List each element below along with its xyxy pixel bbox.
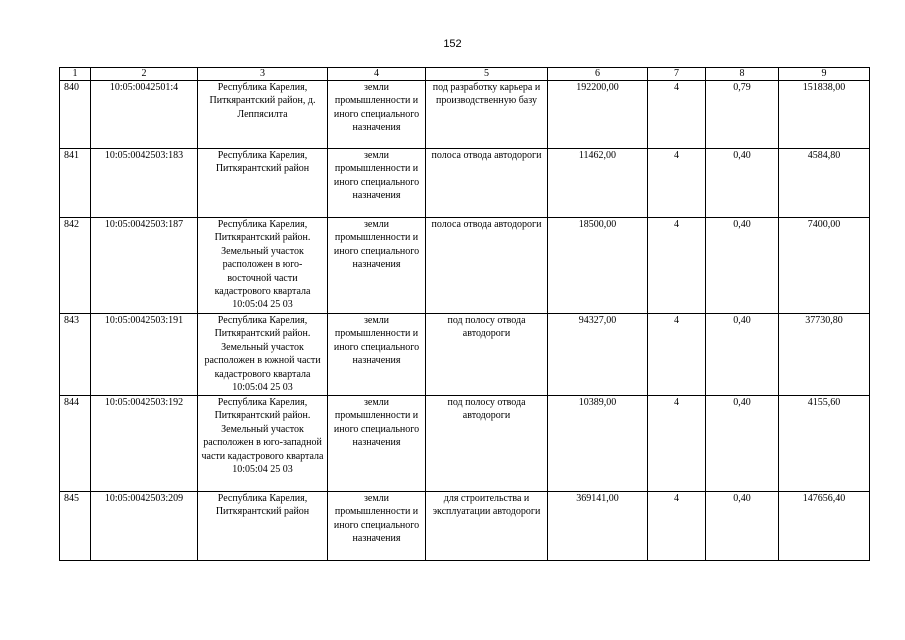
- row-number: 845: [60, 492, 91, 561]
- coefficient: 0,40: [706, 396, 779, 492]
- coefficient: 0,40: [706, 218, 779, 314]
- row-number: 840: [60, 81, 91, 149]
- area: 192200,00: [548, 81, 648, 149]
- permitted-use: под полосу отвода автодороги: [426, 396, 548, 492]
- area: 18500,00: [548, 218, 648, 314]
- cadastral-number: 10:05:0042501:4: [91, 81, 198, 149]
- area: 10389,00: [548, 396, 648, 492]
- permitted-use: полоса отвода автодороги: [426, 149, 548, 218]
- table-row: [60, 314, 870, 396]
- column-header: 8: [706, 68, 779, 81]
- cadastral-number: 10:05:0042503:192: [91, 396, 198, 492]
- location: Республика Карелия, Питкярантский район. Земельный участок расположен в южной части кадастрового квартала 10:05:04 25 03: [198, 314, 328, 396]
- row-number: 842: [60, 218, 91, 314]
- cadastral-number: 10:05:0042503:191: [91, 314, 198, 396]
- permitted-use: под разработку карьера и производственную базу: [426, 81, 548, 149]
- column-header: 2: [91, 68, 198, 81]
- area: 369141,00: [548, 492, 648, 561]
- land-category: земли промышленности и иного специального назначения: [328, 81, 426, 149]
- area: 94327,00: [548, 314, 648, 396]
- location: Республика Карелия, Питкярантский район. Земельный участок расположен в юго-западной части кадастрового квартала 10:05:04 25 03: [198, 396, 328, 492]
- location: Республика Карелия, Питкярантский район, д. Леппясилта: [198, 81, 328, 149]
- table-row: [60, 492, 870, 561]
- column-header: 7: [648, 68, 706, 81]
- permitted-use: полоса отвода автодороги: [426, 218, 548, 314]
- permitted-use: под полосу отвода автодороги: [426, 314, 548, 396]
- land-plots-table: [59, 67, 870, 561]
- amount: 151838,00: [779, 81, 870, 149]
- column-header: 6: [548, 68, 648, 81]
- cadastral-number: 10:05:0042503:183: [91, 149, 198, 218]
- rate-group: 4: [648, 218, 706, 314]
- land-category: земли промышленности и иного специального назначения: [328, 218, 426, 314]
- location: Республика Карелия, Питкярантский район. Земельный участок расположен в юго-восточной части кадастрового квартала 10:05:04 25 03: [198, 218, 328, 314]
- column-header: 1: [60, 68, 91, 81]
- amount: 37730,80: [779, 314, 870, 396]
- coefficient: 0,40: [706, 314, 779, 396]
- coefficient: 0,79: [706, 81, 779, 149]
- row-number: 844: [60, 396, 91, 492]
- land-category: земли промышленности и иного специального назначения: [328, 314, 426, 396]
- area: 11462,00: [548, 149, 648, 218]
- table-row: [60, 149, 870, 218]
- rate-group: 4: [648, 81, 706, 149]
- page-number: 152: [443, 38, 462, 50]
- rate-group: 4: [648, 149, 706, 218]
- rate-group: 4: [648, 314, 706, 396]
- rate-group: 4: [648, 492, 706, 561]
- cadastral-number: 10:05:0042503:209: [91, 492, 198, 561]
- coefficient: 0,40: [706, 149, 779, 218]
- column-header: 4: [328, 68, 426, 81]
- column-header: 3: [198, 68, 328, 81]
- land-category: земли промышленности и иного специального назначения: [328, 492, 426, 561]
- header-row: [60, 68, 870, 81]
- land-category: земли промышленности и иного специального назначения: [328, 149, 426, 218]
- land-category: земли промышленности и иного специального назначения: [328, 396, 426, 492]
- row-number: 841: [60, 149, 91, 218]
- cadastral-number: 10:05:0042503:187: [91, 218, 198, 314]
- location: Республика Карелия, Питкярантский район: [198, 149, 328, 218]
- table-row: [60, 396, 870, 492]
- table-row: [60, 218, 870, 314]
- column-header: 9: [779, 68, 870, 81]
- amount: 4155,60: [779, 396, 870, 492]
- table-row: [60, 81, 870, 149]
- amount: 4584,80: [779, 149, 870, 218]
- column-header: 5: [426, 68, 548, 81]
- location: Республика Карелия, Питкярантский район: [198, 492, 328, 561]
- coefficient: 0,40: [706, 492, 779, 561]
- amount: 147656,40: [779, 492, 870, 561]
- amount: 7400,00: [779, 218, 870, 314]
- permitted-use: для строительства и эксплуатации автодороги: [426, 492, 548, 561]
- row-number: 843: [60, 314, 91, 396]
- rate-group: 4: [648, 396, 706, 492]
